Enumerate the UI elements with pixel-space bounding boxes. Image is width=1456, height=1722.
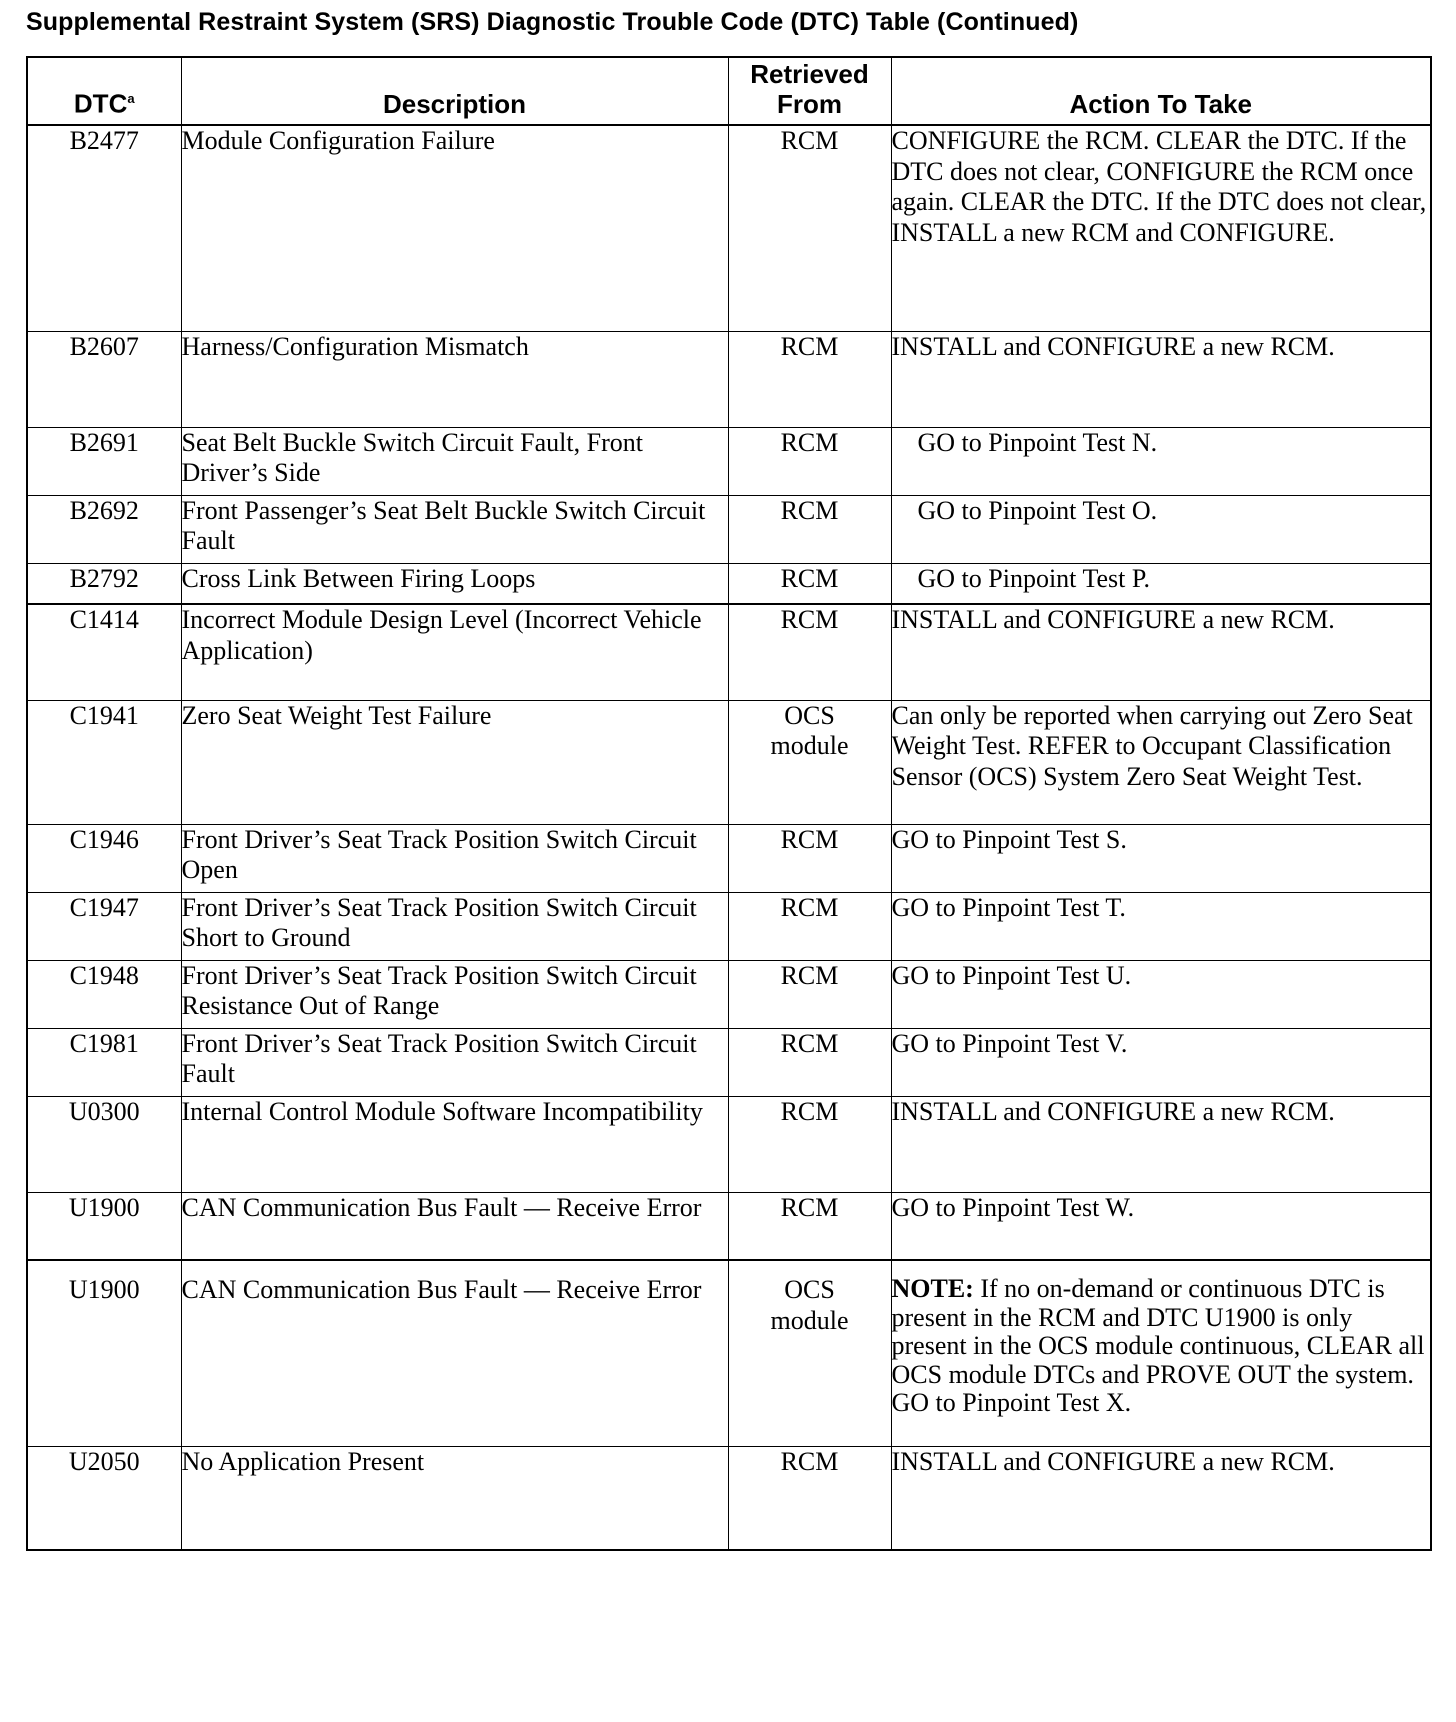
dtc-code: C1948 — [27, 960, 181, 1028]
dtc-action: INSTALL and CONFIGURE a new RCM. — [891, 1446, 1431, 1550]
dtc-source: RCM — [728, 1096, 891, 1192]
dtc-source: OCS module — [728, 700, 891, 824]
note-label: NOTE: — [891, 1274, 974, 1303]
dtc-action: GO to Pinpoint Test P. — [891, 563, 1431, 604]
dtc-source: RCM — [728, 1192, 891, 1260]
dtc-description: Module Configuration Failure — [181, 125, 728, 331]
dtc-description: CAN Communication Bus Fault — Receive Error — [181, 1260, 728, 1446]
dtc-description: Front Passenger’s Seat Belt Buckle Switch Circuit Fault — [181, 495, 728, 563]
dtc-description: Harness/Configuration Mismatch — [181, 331, 728, 427]
dtc-code: U0300 — [27, 1096, 181, 1192]
dtc-code: C1941 — [27, 700, 181, 824]
table-row — [27, 1028, 1431, 1096]
table-row — [27, 892, 1431, 960]
dtc-source: RCM — [728, 960, 891, 1028]
dtc-description: Cross Link Between Firing Loops — [181, 563, 728, 604]
table-row — [27, 427, 1431, 495]
dtc-code: U1900 — [27, 1192, 181, 1260]
dtc-code: U2050 — [27, 1446, 181, 1550]
dtc-description: Front Driver’s Seat Track Position Switch Circuit Open — [181, 824, 728, 892]
dtc-description: CAN Communication Bus Fault — Receive Error — [181, 1192, 728, 1260]
table-row — [27, 1096, 1431, 1192]
dtc-action: GO to Pinpoint Test U. — [891, 960, 1431, 1028]
dtc-description: No Application Present — [181, 1446, 728, 1550]
table-row — [27, 563, 1431, 604]
dtc-code: B2607 — [27, 331, 181, 427]
dtc-code: B2792 — [27, 563, 181, 604]
dtc-source: RCM — [728, 1446, 891, 1550]
dtc-description: Front Driver’s Seat Track Position Switch Circuit Fault — [181, 1028, 728, 1096]
dtc-code: B2692 — [27, 495, 181, 563]
table-row — [27, 1260, 1431, 1446]
header-description: Description — [181, 57, 728, 125]
dtc-source: RCM — [728, 824, 891, 892]
table-row — [27, 1446, 1431, 1550]
dtc-action: Can only be reported when carrying out Zero Seat Weight Test. REFER to Occupant Classification Sensor (OCS) System Zero Seat Weight Test. — [891, 700, 1431, 824]
dtc-code: C1414 — [27, 604, 181, 700]
dtc-source: RCM — [728, 125, 891, 331]
dtc-description: Seat Belt Buckle Switch Circuit Fault, Front Driver’s Side — [181, 427, 728, 495]
note-text: If no on-demand or continuous DTC is present in the RCM and DTC U1900 is only present in the OCS module continuous, CLEAR all OCS module DTCs and PROVE OUT the system. — [891, 1274, 1425, 1389]
table-row — [27, 331, 1431, 427]
dtc-source: RCM — [728, 1028, 891, 1096]
dtc-code: C1946 — [27, 824, 181, 892]
table-row — [27, 1192, 1431, 1260]
header-dtc: DTC$^a$ — [27, 57, 181, 125]
dtc-code: C1981 — [27, 1028, 181, 1096]
header-retrieved-from: Retrieved From — [728, 57, 891, 125]
page-title: Supplemental Restraint System (SRS) Diagnostic Trouble Code (DTC) Table (Continued) — [26, 8, 1079, 36]
dtc-action: CONFIGURE the RCM. CLEAR the DTC. If the DTC does not clear, CONFIGURE the RCM once again. CLEAR the DTC. If the DTC does not clear, INSTALL a new RCM and CONFIGURE. — [891, 125, 1431, 331]
dtc-action: GO to Pinpoint Test S. — [891, 824, 1431, 892]
dtc-action: GO to Pinpoint Test X. — [891, 1388, 1132, 1417]
dtc-description: Incorrect Module Design Level (Incorrect Vehicle Application) — [181, 604, 728, 700]
dtc-code: U1900 — [27, 1260, 181, 1446]
dtc-action: GO to Pinpoint Test W. — [891, 1192, 1431, 1260]
dtc-description: Front Driver’s Seat Track Position Switch Circuit Resistance Out of Range — [181, 960, 728, 1028]
dtc-source: RCM — [728, 331, 891, 427]
dtc-description: Internal Control Module Software Incompatibility — [181, 1096, 728, 1192]
table-row — [27, 125, 1431, 331]
dtc-action: INSTALL and CONFIGURE a new RCM. — [891, 1096, 1431, 1192]
dtc-source: RCM — [728, 604, 891, 700]
header-dtc-footnote: a — [127, 91, 135, 107]
dtc-action: GO to Pinpoint Test V. — [891, 1028, 1431, 1096]
dtc-source: RCM — [728, 495, 891, 563]
dtc-description: Zero Seat Weight Test Failure — [181, 700, 728, 824]
table-row — [27, 495, 1431, 563]
dtc-code: B2477 — [27, 125, 181, 331]
header-action: Action To Take — [891, 57, 1431, 125]
dtc-action: INSTALL and CONFIGURE a new RCM. — [891, 331, 1431, 427]
dtc-source: RCM — [728, 563, 891, 604]
table-header-row — [27, 57, 1431, 125]
dtc-action-note — [891, 1260, 1431, 1446]
dtc-action: GO to Pinpoint Test T. — [891, 892, 1431, 960]
dtc-source: RCM — [728, 892, 891, 960]
table-row — [27, 960, 1431, 1028]
dtc-source: OCS module — [728, 1260, 891, 1446]
dtc-code: B2691 — [27, 427, 181, 495]
dtc-action: INSTALL and CONFIGURE a new RCM. — [891, 604, 1431, 700]
dtc-description: Front Driver’s Seat Track Position Switch Circuit Short to Ground — [181, 892, 728, 960]
table-row — [27, 824, 1431, 892]
table-row — [27, 700, 1431, 824]
dtc-code: C1947 — [27, 892, 181, 960]
dtc-source: RCM — [728, 427, 891, 495]
dtc-action: GO to Pinpoint Test O. — [891, 495, 1431, 563]
dtc-action: GO to Pinpoint Test N. — [891, 427, 1431, 495]
dtc-table — [26, 56, 1432, 1551]
table-row — [27, 604, 1431, 700]
